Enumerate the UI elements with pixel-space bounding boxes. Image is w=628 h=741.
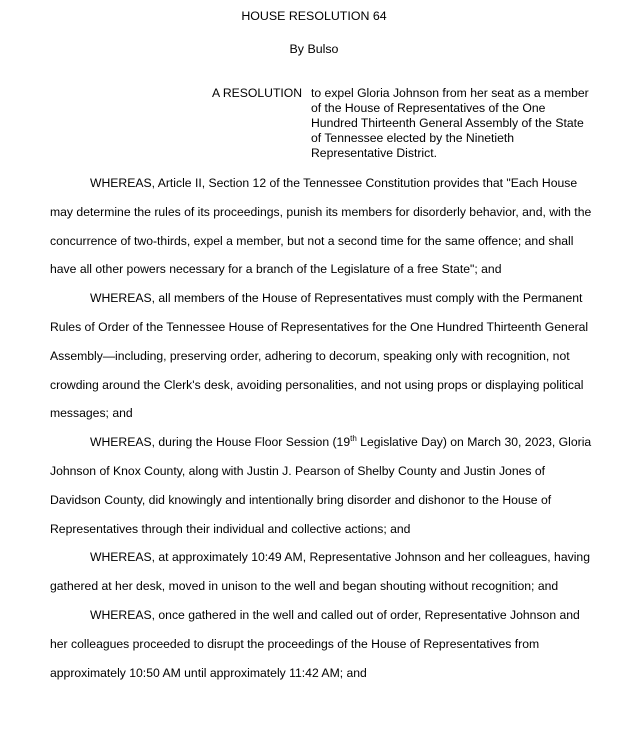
whereas-paragraph-1: WHEREAS, Article II, Section 12 of the Tennessee Constitution provides that "Each House may determine the rules of its proceedings, punish its members for disorderly behavior, and, with the concurrence of two-thirds, expel a member, but not a second time for the same offence; and shall have all other powers necessary for a branch of the Legislature of a free State"; and	[50, 176, 592, 277]
whereas-paragraph-5: WHEREAS, once gathered in the well and called out of order, Representative Johnson and her colleagues proceeded to disrupt the proceedings of the House of Representatives from approximately 10:50 AM until approximately 11:42 AM; and	[50, 607, 580, 680]
caption-text: to expel Gloria Johnson from her seat as a member of the House of Representatives of the One Hundred Thirteenth General Assembly of the State of Tennessee elected by the Ninetieth Representative District.	[311, 86, 589, 160]
whereas-paragraph-4: WHEREAS, at approximately 10:49 AM, Representative Johnson and her colleagues, having gathered at her desk, moved in unison to the well and began shouting without recognition; and	[50, 550, 590, 594]
resolution-title: HOUSE RESOLUTION 64	[241, 9, 387, 23]
resolution-caption	[212, 86, 612, 161]
paragraph-3-end: Legislative Day) on March 30, 2023, Gloria Johnson of Knox County, along with Justin J. Pearson of Shelby County and Justin Jones of Davidson County, did knowingly and intentionally bring disorder and dishonor to the House of Representatives through their individual and collective actions; and	[50, 435, 592, 536]
caption-lead: A RESOLUTION	[212, 86, 303, 100]
whereas-paragraph-3	[50, 428, 595, 543]
resolution-body	[50, 169, 595, 687]
paragraph-3-start: WHEREAS, during the House Floor Session (19	[90, 435, 351, 450]
ordinal-suffix: th	[350, 434, 357, 444]
resolution-sponsor: By Bulso	[289, 42, 339, 56]
whereas-paragraph-2: WHEREAS, all members of the House of Representatives must comply with the Permanent Rules of Order of the Tennessee House of Representatives for the One Hundred Thirteenth General Assembly—including, preserving order, adhering to decorum, speaking only with recognition, not crowding around the Clerk's desk, avoiding personalities, and not using props or displaying political messages; and	[50, 291, 589, 421]
